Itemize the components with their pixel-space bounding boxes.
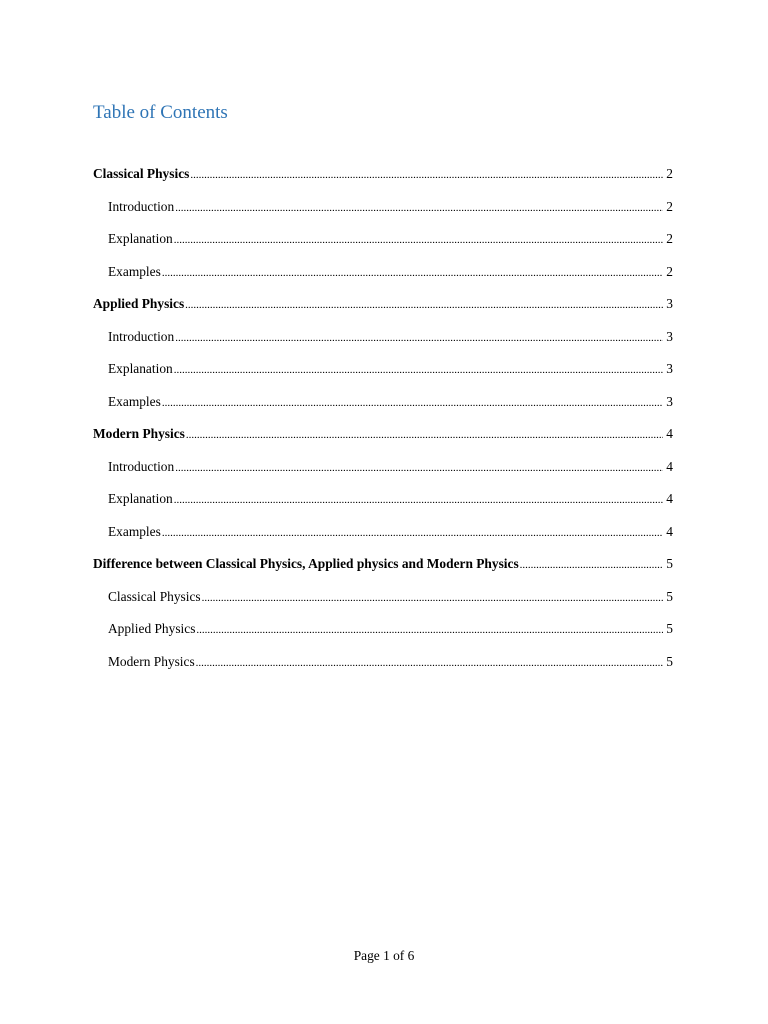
toc-entry-label: Difference between Classical Physics, Applied physics and Modern Physics xyxy=(93,556,519,571)
toc-entry-difference[interactable] xyxy=(93,552,673,585)
toc-entry-classical-introduction[interactable] xyxy=(93,195,673,228)
toc-entry-page-number: 4 xyxy=(666,491,673,506)
toc-entry-label: Classical Physics xyxy=(108,588,201,604)
toc-entry-page-number: 3 xyxy=(666,296,673,311)
toc-entry-page-number: 2 xyxy=(666,263,673,279)
toc-entry-label: Examples xyxy=(108,523,161,539)
toc-entry-page-number: 3 xyxy=(666,361,673,376)
toc-entry-page-number: 3 xyxy=(666,328,673,344)
dot-leader xyxy=(190,163,663,187)
dot-leader xyxy=(175,196,663,220)
toc-entry-page-number: 4 xyxy=(666,523,673,539)
toc-entry-label: Introduction xyxy=(108,328,175,344)
dot-leader xyxy=(196,651,663,675)
toc-entry-modern-explanation[interactable] xyxy=(93,487,673,520)
dot-leader xyxy=(162,391,663,415)
toc-entry-page-number: 2 xyxy=(666,166,673,181)
toc-entry-modern-introduction[interactable] xyxy=(93,455,673,488)
toc-entry-applied-physics[interactable] xyxy=(93,292,673,325)
toc-entry-label: Applied Physics xyxy=(108,621,196,636)
dot-leader xyxy=(175,326,663,350)
toc-entry-difference-applied[interactable] xyxy=(93,617,673,650)
dot-leader xyxy=(174,488,663,512)
dot-leader xyxy=(202,586,663,610)
dot-leader xyxy=(520,553,663,577)
toc-heading: Table of Contents xyxy=(93,102,228,123)
toc-entry-difference-classical[interactable] xyxy=(93,585,673,618)
dot-leader xyxy=(175,456,663,480)
toc-entry-page-number: 5 xyxy=(666,653,673,669)
dot-leader xyxy=(162,261,663,285)
toc-entry-applied-explanation[interactable] xyxy=(93,357,673,390)
dot-leader xyxy=(162,521,663,545)
toc-entry-label: Introduction xyxy=(108,458,175,474)
toc-entry-page-number: 4 xyxy=(666,426,673,441)
dot-leader xyxy=(174,358,663,382)
toc-entry-classical-examples[interactable] xyxy=(93,260,673,293)
toc-entry-label: Explanation xyxy=(108,361,173,376)
toc-entry-difference-modern[interactable] xyxy=(93,650,673,683)
dot-leader xyxy=(186,423,663,447)
toc-entry-classical-physics[interactable] xyxy=(93,162,673,195)
toc-entry-label: Explanation xyxy=(108,231,173,246)
toc-entry-label: Introduction xyxy=(108,198,175,214)
toc-entry-label: Modern Physics xyxy=(93,426,185,441)
toc-entry-page-number: 5 xyxy=(666,621,673,636)
toc-entry-applied-introduction[interactable] xyxy=(93,325,673,358)
toc-entry-applied-examples[interactable] xyxy=(93,390,673,423)
page-number-footer: Page 1 of 6 xyxy=(353,948,415,963)
dot-leader xyxy=(174,228,663,252)
toc-entry-label: Examples xyxy=(108,263,161,279)
toc-entry-modern-examples[interactable] xyxy=(93,520,673,553)
toc-entry-page-number: 5 xyxy=(666,556,673,571)
toc-entry-page-number: 5 xyxy=(666,588,673,604)
toc-entry-page-number: 2 xyxy=(666,198,673,214)
toc-entry-classical-explanation[interactable] xyxy=(93,227,673,260)
toc-entry-label: Modern Physics xyxy=(108,653,195,669)
toc-list xyxy=(93,162,673,682)
toc-entry-label: Examples xyxy=(108,393,161,409)
dot-leader xyxy=(196,618,663,642)
toc-entry-label: Explanation xyxy=(108,491,173,506)
toc-entry-label: Classical Physics xyxy=(93,166,190,181)
toc-entry-label: Applied Physics xyxy=(93,296,185,311)
dot-leader xyxy=(185,293,663,317)
toc-entry-page-number: 2 xyxy=(666,231,673,246)
toc-entry-modern-physics[interactable] xyxy=(93,422,673,455)
toc-entry-page-number: 4 xyxy=(666,458,673,474)
toc-entry-page-number: 3 xyxy=(666,393,673,409)
